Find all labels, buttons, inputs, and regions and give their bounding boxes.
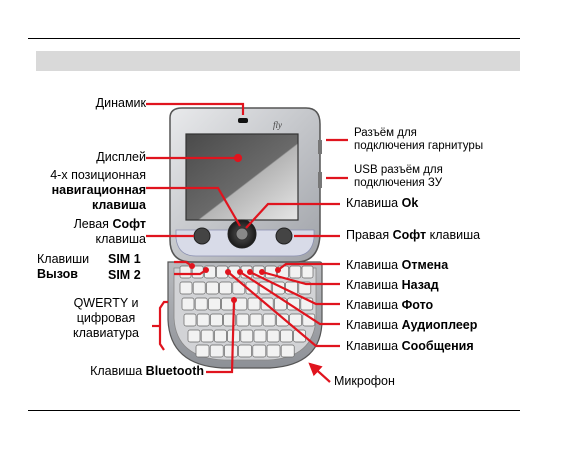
- label-messages: [346, 339, 474, 354]
- label-call-keys-line1: Клавиши: [37, 252, 90, 266]
- label-left-soft-line2: клавиша: [95, 232, 146, 246]
- keyboard-key: [180, 266, 191, 278]
- label-nav-line1: 4-х позиционная: [50, 168, 146, 182]
- label-right-soft-bold: Софт: [392, 228, 427, 242]
- label-messages-pre: Клавиша: [346, 339, 402, 353]
- label-nav-key: [50, 168, 146, 213]
- label-photo-bold: Фото: [401, 298, 434, 312]
- label-back-pre: Клавиша: [346, 278, 402, 292]
- label-cancel-bold: Отмена: [401, 258, 449, 272]
- keyboard-key: [206, 282, 218, 294]
- keyboard-key: [248, 298, 260, 310]
- keyboard-key: [237, 314, 249, 326]
- keyboard-key: [220, 282, 232, 294]
- label-display: [96, 150, 146, 165]
- keyboard-key: [188, 330, 200, 342]
- label-sim2-text: SIM 2: [108, 268, 141, 282]
- label-speaker: [96, 96, 146, 111]
- nav-key: [228, 220, 256, 248]
- keyboard-key: [239, 345, 252, 357]
- label-headset: [354, 127, 483, 153]
- label-bluetooth: [90, 364, 204, 379]
- keyboard-key: [208, 298, 220, 310]
- keyboard-key: [196, 345, 209, 357]
- brand-logo: fly: [273, 120, 282, 130]
- keyboard-key: [180, 282, 192, 294]
- keyboard-key: [281, 345, 294, 357]
- keyboard-key: [214, 330, 226, 342]
- label-sim1-text: SIM 1: [108, 252, 141, 266]
- label-ok: [346, 196, 418, 211]
- label-microphone: [334, 374, 395, 389]
- label-photo: [346, 298, 433, 313]
- keyboard-key: [210, 314, 222, 326]
- label-bluetooth-pre: Клавиша: [90, 364, 146, 378]
- keyboard-key: [267, 345, 280, 357]
- label-usb: [354, 164, 443, 190]
- label-right-soft: [346, 228, 480, 243]
- keyboard-key: [254, 330, 266, 342]
- usb-port: [318, 172, 322, 188]
- label-headset-line1: Разъём для: [354, 127, 417, 139]
- label-messages-bold: Сообщения: [401, 339, 474, 353]
- label-qwerty: [60, 296, 152, 341]
- left-soft-key: [194, 228, 210, 244]
- label-speaker-text: Динамик: [95, 96, 146, 110]
- keyboard-key: [182, 298, 194, 310]
- label-ok-bold: Ok: [401, 196, 419, 210]
- label-right-soft-post: клавиша: [426, 228, 481, 242]
- label-back: [346, 278, 439, 293]
- label-cancel: [346, 258, 448, 273]
- label-qwerty-line1: QWERTY и: [73, 296, 139, 310]
- label-call-keys-line2: Вызов: [37, 267, 78, 281]
- label-headset-line2: подключения гарнитуры: [354, 140, 484, 152]
- label-microphone-text: Микрофон: [334, 374, 395, 388]
- keyboard-key: [210, 345, 223, 357]
- label-qwerty-line3: клавиатура: [72, 326, 140, 340]
- label-photo-pre: Клавиша: [346, 298, 402, 312]
- label-sim1: [108, 252, 141, 267]
- label-ok-pre: Клавиша: [346, 196, 402, 210]
- label-display-text: Дисплей: [96, 150, 146, 164]
- label-audio-pre: Клавиша: [346, 318, 402, 332]
- label-back-bold: Назад: [401, 278, 439, 292]
- keyboard-key: [280, 330, 292, 342]
- label-usb-line1: USB разъём для: [354, 164, 443, 176]
- label-cancel-pre: Клавиша: [346, 258, 402, 272]
- keyboard-key: [302, 266, 313, 278]
- label-left-soft: [74, 217, 146, 247]
- label-sim2: [108, 268, 141, 283]
- keyboard-key: [193, 282, 205, 294]
- headset-port: [318, 140, 322, 154]
- label-nav-line2: навигационная: [51, 183, 146, 197]
- keyboard-key: [197, 314, 209, 326]
- label-nav-line3: клавиша: [91, 198, 146, 212]
- label-left-soft-bold: Софт: [112, 217, 146, 231]
- keyboard-key: [224, 345, 237, 357]
- keyboard-key: [201, 330, 213, 342]
- label-audio: [346, 318, 477, 333]
- keyboard-key: [241, 330, 253, 342]
- keyboard-key: [253, 345, 266, 357]
- keyboard-key: [195, 298, 207, 310]
- right-soft-key: [276, 228, 292, 244]
- keyboard-key: [267, 330, 279, 342]
- label-left-soft-pre: Левая: [73, 217, 113, 231]
- keyboard-key: [250, 314, 262, 326]
- keyboard-key: [184, 314, 196, 326]
- label-usb-line2: подключения ЗУ: [354, 177, 443, 189]
- label-right-soft-pre: Правая: [346, 228, 393, 242]
- speaker-grill: [238, 118, 248, 123]
- label-qwerty-line2: цифровая: [76, 311, 136, 325]
- label-call-keys: [37, 252, 89, 282]
- label-bluetooth-bold: Bluetooth: [145, 364, 204, 378]
- keyboard-key: [290, 266, 301, 278]
- label-audio-bold: Аудиоплеер: [401, 318, 478, 332]
- keyboard-key: [263, 314, 275, 326]
